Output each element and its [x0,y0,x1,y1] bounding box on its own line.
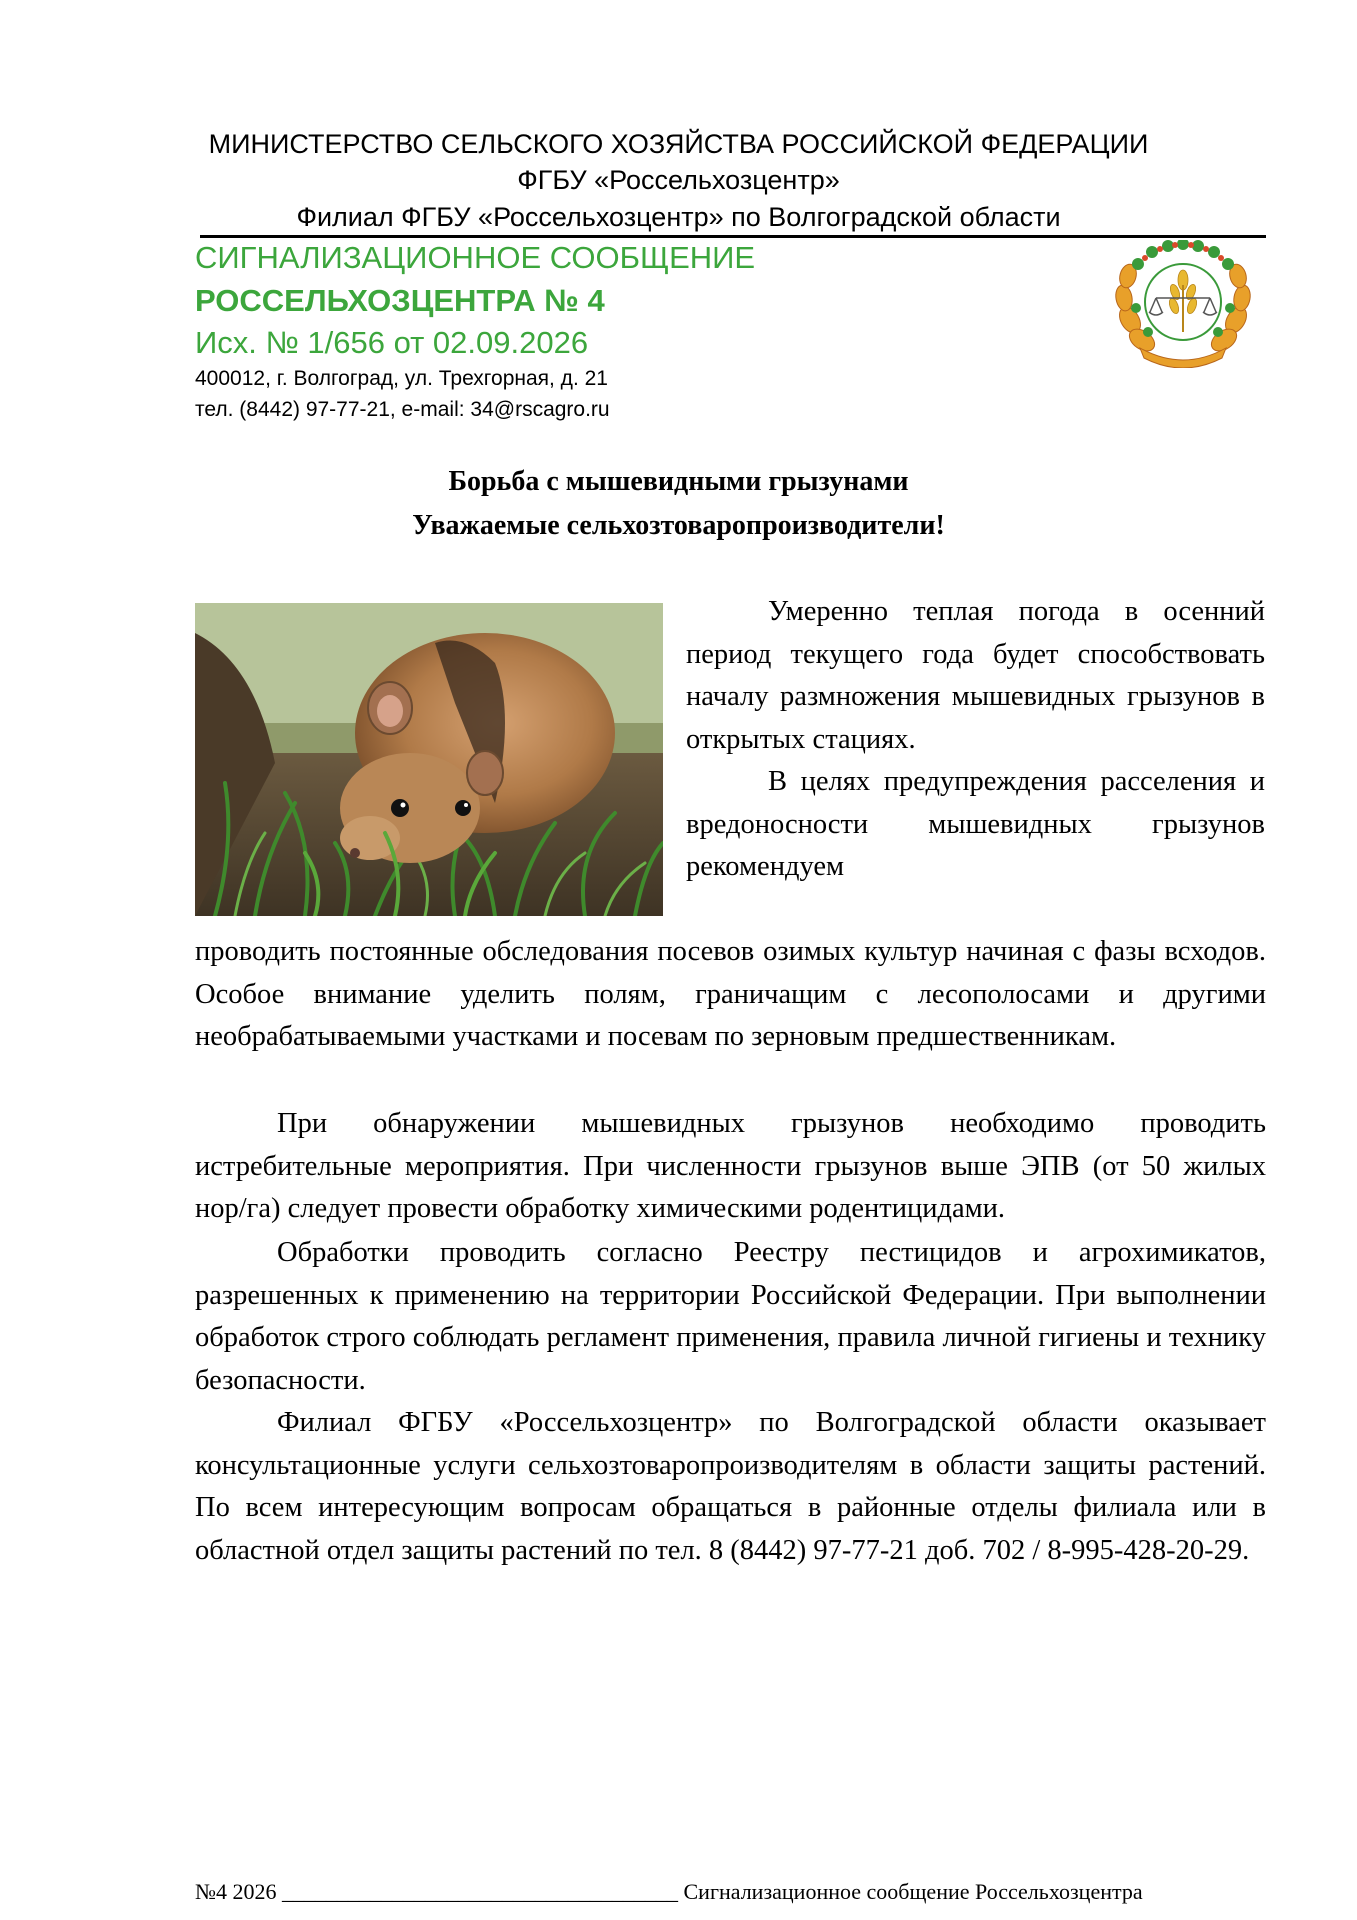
header-divider [200,235,1266,238]
paragraph-prevention-start: В целях предупреждения расселения и вредоносности мышевидных грызунов рекомендуем [686,766,1265,882]
wrap-column [686,591,1265,889]
ministry-heading: МИНИСТЕРСТВО СЕЛЬСКОГО ХОЗЯЙСТВА РОССИЙСКОЙ ФЕДЕРАЦИИ [208,129,1149,159]
outgoing-reference: Исх. № 1/656 от 02.09.2026 [195,325,589,360]
signal-number: РОССЕЛЬХОЗЦЕНТРА № 4 [195,283,605,318]
paragraph-extermination [195,1103,1266,1231]
paragraph-treatment-rules-text: Обработки проводить согласно Реестру пестицидов и агрохимикатов, разрешенных к применению на территории Российской Федерации. При выполнении обработок строго соблюдать регламент применения, правила личной гигиены и технику безопасности. [195,1237,1266,1396]
footer-issue: №4 2026 [195,1879,277,1904]
paragraph-prevention-continued [195,931,1266,1059]
greeting: Уважаемые сельхозтоваропроизводители! [412,510,945,541]
org-heading: ФГБУ «Россельхозцентр» [517,165,840,195]
paragraph-treatment-rules [195,1232,1266,1402]
document-title: Борьба с мышевидными грызунами [448,466,909,497]
rosselkhozcenter-emblem-icon [1112,240,1254,368]
paragraph-extermination-text: При обнаружении мышевидных грызунов необходимо проводить истребительные мероприятия. При численности грызунов выше ЭПВ (от 50 жилых нор/га) следует провести обработку химическими родентицидами. [195,1108,1266,1224]
paragraph-consultation [195,1402,1266,1572]
branch-heading: Филиал ФГБУ «Россельхозцентр» по Волгоградской области [296,202,1061,232]
postal-address: 400012, г. Волгоград, ул. Трехгорная, д. 21 [195,367,608,390]
contact-info: тел. (8442) 97-77-21, e-mail: 34@rscagro.ru [195,398,610,421]
paragraph-consultation-text: Филиал ФГБУ «Россельхозцентр» по Волгоградской области оказывает консультационные услуги сельхозтоваропроизводителям в области защиты растений. По всем интересующим вопросам обращаться в районные отделы филиала или в областной отдел защиты растений по тел. 8 (8442) 97-77-21 доб. 702 / 8-995-428-20-29. [195,1407,1266,1566]
signal-title: СИГНАЛИЗАЦИОННОЕ СООБЩЕНИЕ [195,240,756,275]
paragraph-weather: Умеренно теплая погода в осенний период текущего года будет способствовать началу размножения мышевидных грызунов в открытых стациях. [686,596,1265,755]
paragraph-prevention-text: проводить постоянные обследования посевов озимых культур начиная с фазы всходов. Особое внимание уделить полям, граничащим с лесополосами и другими необрабатываемыми участками и посевам по зерновым предшественникам. [195,936,1266,1052]
footer-rule: ____________________________________ [282,1879,678,1904]
field-mouse-photo [195,603,663,916]
page-footer [195,1878,1266,1906]
footer-caption: Сигнализационное сообщение Россельхозцентра [683,1879,1143,1904]
